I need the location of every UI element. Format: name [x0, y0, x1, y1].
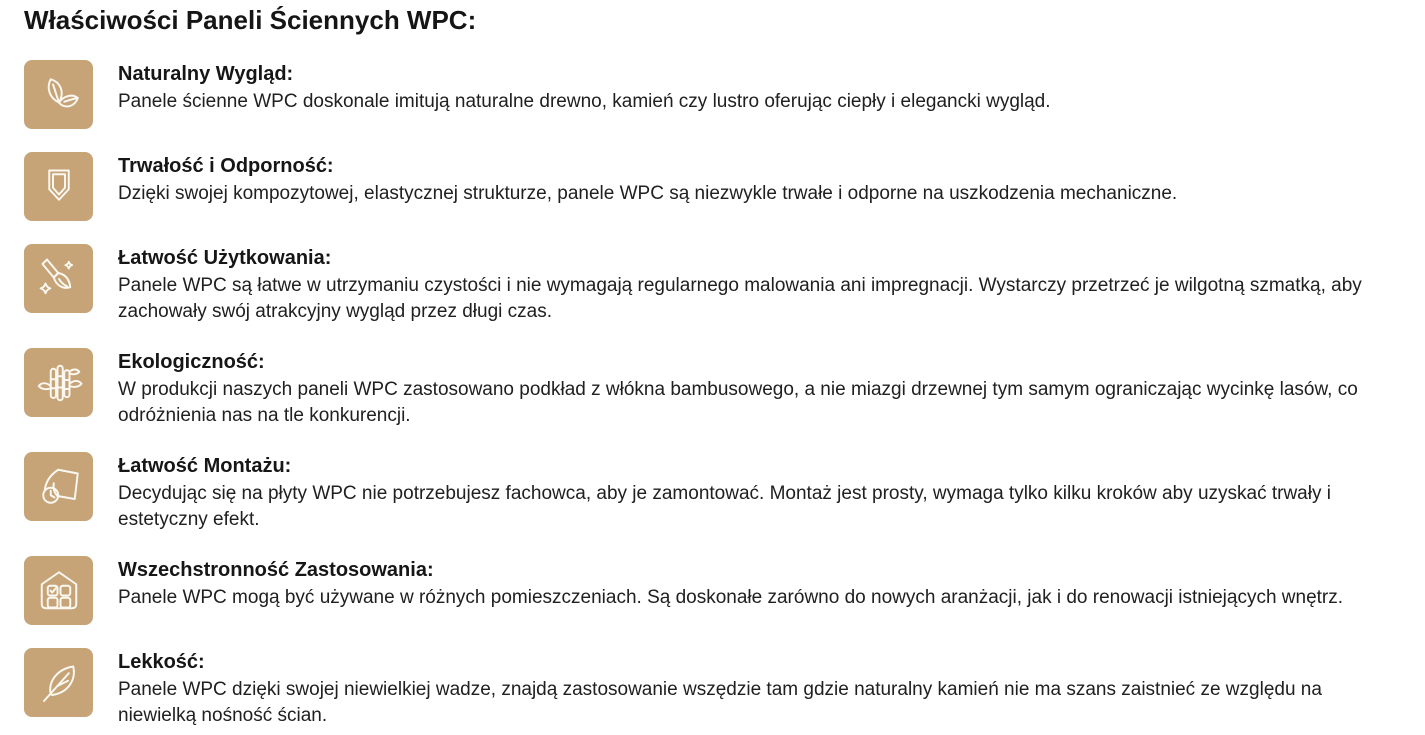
feature-item	[24, 152, 1377, 221]
shield-icon	[24, 152, 93, 221]
feature-description: Decydując się na płyty WPC nie potrzebujesz fachowca, aby je zamontować. Montaż jest prosty, wymaga tylko kilku kroków aby uzyskać trwały i estetyczny efekt.	[118, 483, 1331, 530]
feature-heading: Łatwość Montażu:	[118, 455, 292, 477]
leaf-icon	[24, 60, 93, 129]
feature-item	[24, 556, 1377, 625]
feather-icon	[24, 648, 93, 717]
feature-item	[24, 452, 1377, 533]
house-grid-icon	[24, 556, 93, 625]
feature-description: Panele ścienne WPC doskonale imitują naturalne drewno, kamień czy lustro oferując ciepły i elegancki wygląd.	[118, 91, 1051, 112]
feature-text	[118, 244, 1377, 325]
feature-item	[24, 648, 1377, 729]
feature-item	[24, 348, 1377, 429]
feature-heading: Naturalny Wygląd:	[118, 63, 294, 85]
feature-text	[118, 152, 1177, 207]
feature-text	[118, 348, 1377, 429]
feature-description: Panele WPC mogą być używane w różnych pomieszczeniach. Są doskonałe zarówno do nowych aranżacji, jak i do renowacji istniejących wnętrz.	[118, 587, 1344, 608]
page-title: Właściwości Paneli Ściennych WPC:	[24, 5, 477, 35]
feature-heading: Lekkość:	[118, 651, 205, 673]
brush-sparkle-icon	[24, 244, 93, 313]
feature-item	[24, 244, 1377, 325]
feature-heading: Trwałość i Odporność:	[118, 155, 334, 177]
feature-item	[24, 60, 1377, 129]
feature-list	[24, 60, 1377, 729]
feature-text	[118, 60, 1051, 115]
feature-description: W produkcji naszych paneli WPC zastosowano podkład z włókna bambusowego, a nie miazgi drzewnej tym samym ograniczając wycinkę lasów, co odróżnienia nas na tle konkurencji.	[118, 379, 1358, 426]
feature-heading: Wszechstronność Zastosowania:	[118, 559, 434, 581]
feature-description: Panele WPC dzięki swojej niewielkiej wadze, znajdą zastosowanie wszędzie tam gdzie naturalny kamień nie ma szans zaistnieć ze względu na niewielką nośność ścian.	[118, 679, 1322, 726]
panel-clock-icon	[24, 452, 93, 521]
feature-text	[118, 556, 1343, 611]
feature-description: Dzięki swojej kompozytowej, elastycznej strukturze, panele WPC są niezwykle trwałe i odporne na uszkodzenia mechaniczne.	[118, 183, 1178, 204]
feature-description: Panele WPC są łatwe w utrzymaniu czystości i nie wymagają regularnego malowania ani impregnacji. Wystarczy przetrzeć je wilgotną szmatką, aby zachowały swój atrakcyjny wygląd przez długi czas.	[118, 275, 1362, 322]
feature-heading: Łatwość Użytkowania:	[118, 247, 332, 269]
feature-text	[118, 452, 1377, 533]
feature-text	[118, 648, 1377, 729]
bamboo-icon	[24, 348, 93, 417]
feature-heading: Ekologiczność:	[118, 351, 265, 373]
